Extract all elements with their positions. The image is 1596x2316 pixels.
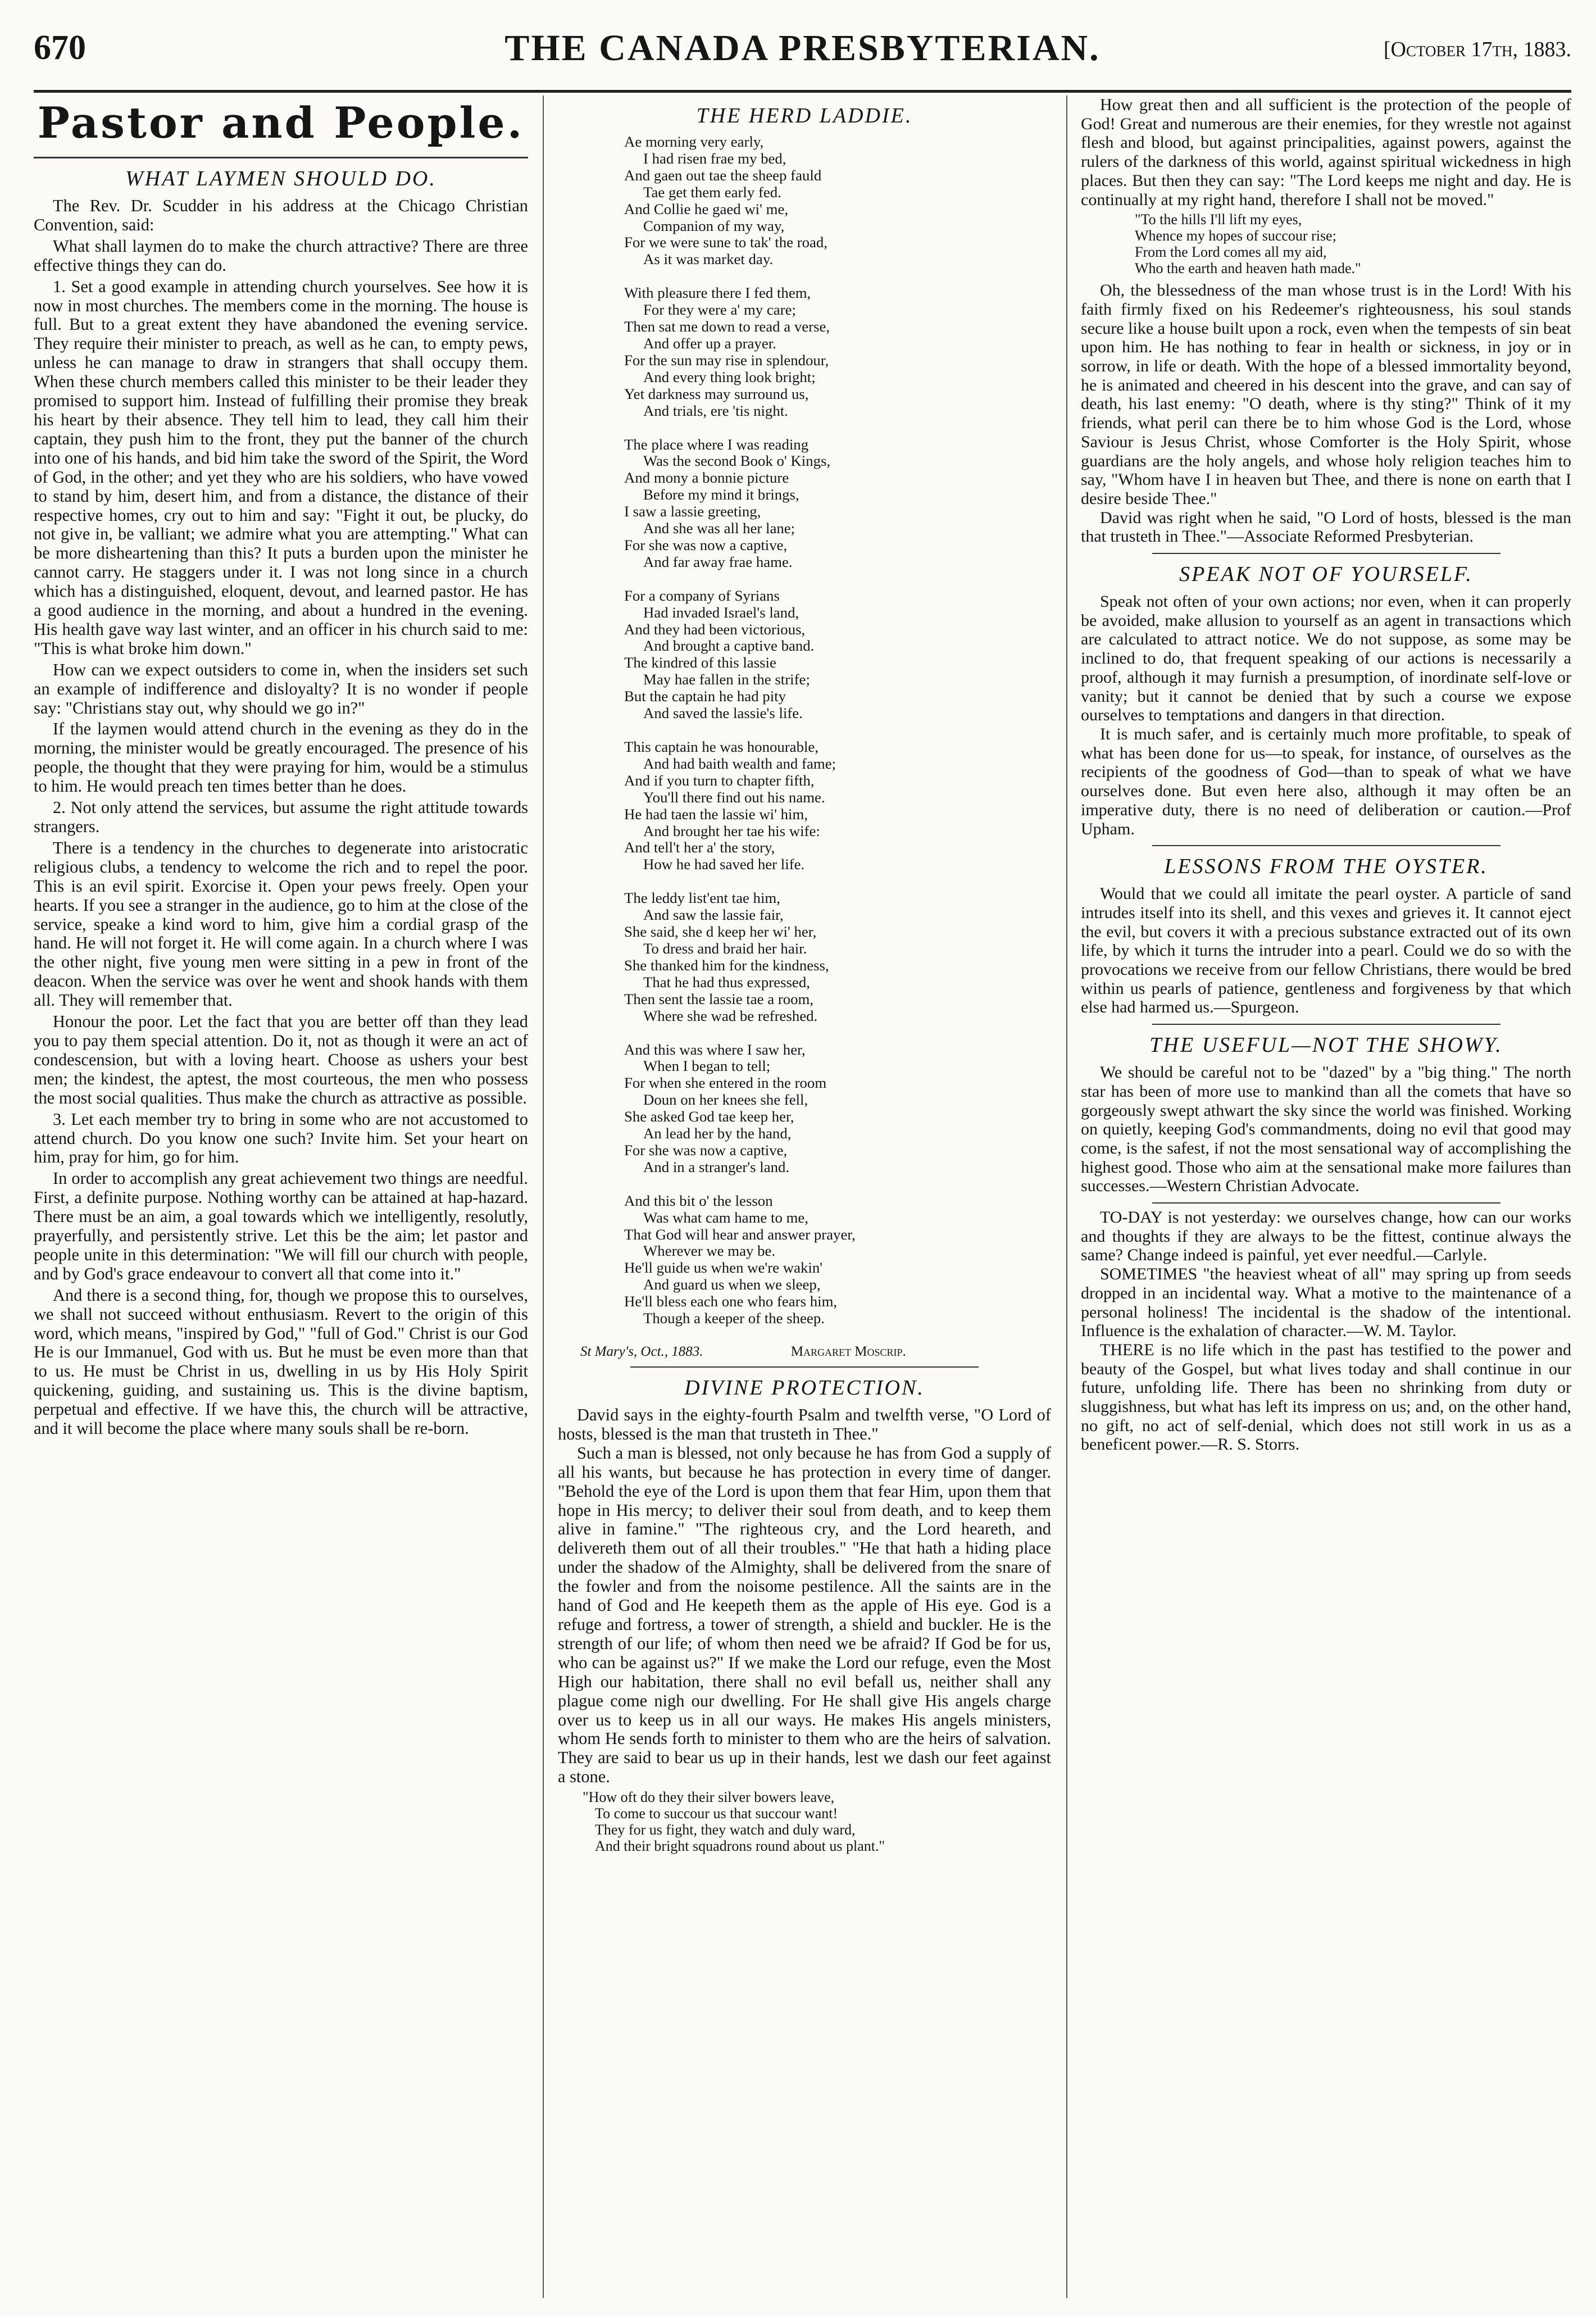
poem-line: And Collie he gaed wi' me, [624, 200, 789, 217]
divider [1152, 1202, 1500, 1204]
poem-line: Where she wad be refreshed. [643, 1007, 818, 1024]
paragraph: SOMETIMES "the heaviest wheat of all" may spring up from seeds dropped in an incidental way. What a motive to the maintenance of a personal holiness! The incidental is the shadow of the intentional. Influence is the exhalation of character.—W. M. Taylor. [1081, 1265, 1571, 1341]
poem-line: Wherever we may be. [643, 1242, 776, 1260]
poem-line: And far away frae hame. [643, 553, 793, 570]
article-body-miscellany [1081, 1208, 1571, 1454]
poem-line: That he had thus expressed, [643, 973, 810, 991]
poem-line: And this was where I saw her, [624, 1041, 806, 1058]
paragraph: Such a man is blessed, not only because he has from God a supply of all his wants, but because he has protection in every time of danger. "Behold the eye of the Lord is upon them that fear Him, upon them that hope in His mercy; to deliver their soul from death, and to keep them alive in famine." "The righteous cry, and the Lord heareth, and delivereth them out of all their troubles." "He that hath a hiding place under the shadow of the Almighty, shall be delivered from the snare of the fowler and from the noisome pestilence. All the saints are in the hand of God and He keepeth them as the apple of His eye. God is a refuge and fortress, a tower of strength, a shield and buckler. He is the strength of our life; of whom then need we be afraid? If God be for us, who can be against us?" If we make the Lord our refuge, even the Most High our habitation, there shall no evil befall us, neither shall any plague come nigh our dwelling. For He shall give His angels charge over us to keep us in all our ways. He makes His angels ministers, whom He sends forth to minister to them who are the heirs of salvation. They are said to bear us up in their hands, lest we dash our feet against a stone. [558, 1443, 1051, 1787]
paragraph: If the laymen would attend church in the evening as they do in the morning, the minister would be greatly encouraged. The presence of his people, the thought that they were praying for him, would be a stimulus to him. He would preach ten times better than he does. [34, 719, 528, 796]
poem-stanza [624, 739, 1051, 873]
poem-line: And every thing look bright; [643, 368, 816, 385]
article-body-oyster [1081, 884, 1571, 1017]
paragraph: Honour the poor. Let the fact that you are better off than they lead you to pay them special attention. Do it, not as though it were an act of condescension, but with a loving heart. Choose as ushers your best men; the kindest, the aptest, the most courteous, the men who possess the most social qualities. Thus make the church as attractive as possible. [34, 1012, 528, 1107]
paragraph: TO-DAY is not yesterday: we ourselves change, how can our works and thoughts if they are always to be the fittest, continue always the same? Change indeed is painful, yet ever needful.—Carlyle. [1081, 1208, 1571, 1265]
verse-line: To come to succour us that succour want! [595, 1805, 838, 1822]
poem-line: Tae get them early fed. [643, 183, 781, 201]
poem-line: She thanked him for the kindness, [624, 956, 829, 974]
verse-line: And their bright squadrons round about us plant." [595, 1838, 885, 1855]
quoted-verse [558, 1789, 1051, 1854]
verse-line: "How oft do they their silver bowers leave, [583, 1789, 835, 1806]
poem-stanza [624, 890, 1051, 1024]
poem-line: She said, she d keep her wi' her, [624, 923, 817, 941]
poem-author: Margaret Moscrip. [790, 1344, 906, 1359]
verse-line: Whence my hopes of succour rise; [1135, 228, 1336, 244]
poem-line: And mony a bonnie picture [624, 469, 789, 487]
page-number: 670 [34, 29, 86, 67]
poem-line: The place where I was reading [624, 435, 809, 453]
poem-line: An lead her by the hand, [643, 1125, 792, 1142]
paragraph: The Rev. Dr. Scudder in his address at the Chicago Christian Convention, said: [34, 196, 528, 234]
divider [630, 1366, 979, 1368]
poem-line: May hae fallen in the strife; [643, 671, 810, 688]
divider [1152, 553, 1500, 554]
paragraph: We should be careful not to be "dazed" by a "big thing." The north star has been of more use to mankind than all the comets that have so gorgeously swept athwart the sky since the world was finished. Working on quietly, keeping God's commandments, doing no evil that good may come, is the safest, if not the most sensational way of accomplishing the highest good. Those who aim at the sensational make more failures than successes.—Western Christian Advocate. [1081, 1063, 1571, 1196]
poem-line: And saved the lassie's life. [643, 705, 803, 722]
poem-stanza [624, 134, 1051, 268]
poem-line: Companion of my way, [643, 217, 785, 234]
columns [34, 96, 1571, 2298]
poem-line: Yet darkness may surround us, [624, 385, 809, 402]
paragraph: THERE is no life which in the past has testified to the power and beauty of the Gospel, but what lives today and shall continue in our future, unfolding life. There has been no shrinking from duty or sluggishness, but what has left its impress on us; and, on the other hand, no gift, no act of self-denial, which does not still work in us as a beneficent power.—R. S. Storrs. [1081, 1340, 1571, 1454]
verse-line: They for us fight, they watch and duly ward, [595, 1822, 856, 1838]
column-1 [34, 96, 528, 2298]
paragraph: What shall laymen do to make the church attractive? There are three effective things they can do. [34, 236, 528, 275]
poem-line: And they had been victorious, [624, 620, 806, 638]
poem-line: This captain he was honourable, [624, 738, 819, 755]
poem-line: I had risen frae my bed, [643, 149, 786, 167]
paragraph: In order to accomplish any great achievement two things are needful. First, a definite purpose. Nothing worthy can be attained at hap-hazard. There must be an aim, a goal towards which we intelligently, resolutly, prayerfully, and persistently strive. Let this be the aim; let pastor and people unite in this determination: "We will fill our church with people, and by God's grace endeavour to convert all that come into it." [34, 1169, 528, 1283]
poem-line: For she was now a captive, [624, 1141, 788, 1159]
masthead: THE CANADA PRESBYTERIAN. [504, 28, 1101, 69]
poem-line: Was what cam hame to me, [643, 1209, 808, 1226]
poem-line: But the captain he had pity [624, 688, 786, 705]
poem-line: For she was now a captive, [624, 536, 788, 553]
paragraph: 1. Set a good example in attending church yourselves. See how it is now in most churches. The members come in the morning. The house is full. But to a great extent they have abandoned the evening service. They require their minister to preach, as well as he can, to empty pews, unless he can manage to draw in strangers that shall occupy them. When these church members called this minister to be their leader they promised to support him. Instead of fulfilling their promise they break his heart by their absence. They tell him to lead, they call him their captain, they push him to the front, they put the banner of the church into one of his hands, and bid him take the sword of the Spirit, the Word of God, in the other; and yet they who are his soldiers, who have vowed to stand by him, desert him, and from a distance, the distance of their respective homes, cry out to him and say: "Fight it out, be plucky, do not give in, be valliant; we admire what you are attempting." What can be more disheartening than this? It puts a burden upon the minister he cannot carry. He staggers under it. I was not long since in a church which has a distinguished, eloquent, devout, and learned pastor. He has a good audience in the morning, and about a hundred in the evening. His health gave way last winter, and an officer in his church said to me: "This is what broke him down." [34, 276, 528, 658]
poem-line: The leddy list'ent tae him, [624, 889, 780, 907]
poem-stanza [624, 285, 1051, 419]
poem-line: He had taen the lassie wi' him, [624, 805, 808, 823]
paragraph: Oh, the blessedness of the man whose trust is in the Lord! With his faith firmly fixed on his Redeemer's righteousness, his soul stands secure like a house built upon a rock, even when the tempests of sin beat upon him. He has nothing to fear in health or sickness, in joy or in sorrow, in life or death. With the hope of a blessed immortality beyond, he is animated and cheered in his descent into the grave, and can say of death, his last enemy: "O death, where is thy sting?" Think of it my friends, what peril can there be to him whose God is the Lord, whose Saviour is Jesus Christ, whose Comforter is the Holy Spirit, whose guardians are the holy angels, and whose holy religion teaches him to say, "Whom have I in heaven but Thee, and there is none on earth that I desire beside Thee." [1081, 281, 1571, 508]
poem-line: That God will hear and answer prayer, [624, 1225, 856, 1243]
poem-herd-laddie [558, 134, 1051, 1327]
poem-line: And brought a captive band. [643, 637, 815, 655]
paragraph: David says in the eighty-fourth Psalm and twelfth verse, "O Lord of hosts, blessed is the man that trusteth in Thee." [558, 1405, 1051, 1443]
poem-line: For the sun may rise in splendour, [624, 351, 829, 369]
article-title-protection: DIVINE PROTECTION. [684, 1376, 925, 1400]
column-3 [1081, 96, 1571, 2298]
article-body-useful [1081, 1063, 1571, 1196]
poem-line: To dress and braid her hair. [643, 939, 807, 957]
poem-line: Was the second Book o' Kings, [643, 452, 831, 470]
paragraph: David was right when he said, "O Lord of hosts, blessed is the man that trusteth in Thee."—Associate Reformed Presbyterian. [1081, 508, 1571, 546]
article-body-protection-conclusion [1081, 281, 1571, 546]
paragraph: Speak not often of your own actions; nor even, when it can properly be avoided, make allusion to yourself as an agent in transactions which are calculated to attract notice. We do not suppose, as some may be inclined to do, that frequent speaking of our actions is necessarily a proof, although it may furnish a presumption, of inordinate self-love or vanity; but it cannot be denied that by such a course we expose ourselves to temptations and dangers in that direction. [1081, 592, 1571, 725]
paragraph: How great then and all sufficient is the protection of the people of God! Great and numerous are their enemies, for they wrestle not against flesh and blood, but against principalities, against powers, against the rulers of the darkness of this world, against spiritual wickedness in high places. But then they can say: "The Lord keeps me night and day. He is continually at my right hand, therefore I shall not be moved." [1081, 96, 1571, 209]
poem-line: The kindred of this lassie [624, 654, 776, 671]
poem-line: Had invaded Israel's land, [643, 603, 799, 621]
article-body-speak [1081, 592, 1571, 838]
article-body-laymen [34, 197, 528, 1438]
poem-stanza [624, 437, 1051, 571]
poem-line: For they were a' my care; [643, 301, 796, 319]
poem-line: And saw the lassie fair, [643, 906, 784, 924]
poem-line: And offer up a prayer. [643, 334, 776, 352]
verse-line: "To the hills I'll lift my eyes, [1135, 211, 1302, 228]
poem-line: I saw a lassie greeting, [624, 503, 761, 520]
poem-line: And this bit o' the lesson [624, 1192, 773, 1209]
poem-line: Though a keeper of the sheep. [643, 1310, 825, 1327]
poem-line: For a company of Syrians [624, 587, 780, 604]
poem-line: Then sent the lassie tae a room, [624, 990, 814, 1007]
verse-line: From the Lord comes all my aid, [1135, 244, 1327, 261]
poem-stanza [624, 1042, 1051, 1176]
poem-line: And guard us when we sleep, [643, 1276, 821, 1293]
section-title: Pastor and People. [34, 96, 528, 158]
poem-line: And gaen out tae the sheep fauld [624, 166, 822, 184]
poem-line: Then sat me down to read a verse, [624, 318, 830, 335]
poem-place-date: St Mary's, Oct., 1883. [580, 1344, 703, 1359]
poem-signature [558, 1344, 1051, 1360]
poem-line: And if you turn to chapter fifth, [624, 771, 815, 789]
poem-line: With pleasure there I fed them, [624, 284, 811, 302]
poem-line: And tell't her a' the story, [624, 839, 775, 856]
poem-line: He'll guide us when we're wakin' [624, 1259, 823, 1277]
poem-line: For we were sune to tak' the road, [624, 234, 828, 251]
poem-line: And trials, ere 'tis night. [643, 402, 788, 419]
poem-line: He'll bless each one who fears him, [624, 1293, 838, 1310]
poem-line: Doun on her knees she fell, [643, 1091, 808, 1109]
dateline: [October 17th, 1883. [1383, 38, 1571, 61]
column-2 [558, 96, 1051, 2298]
paragraph: 3. Let each member try to bring in some who are not accustomed to attend church. Do you know one such? Invite him. Set your heart on him, pray for him, go for him. [34, 1109, 528, 1167]
paragraph: There is a tendency in the churches to degenerate into aristocratic religious clubs, a tendency to welcome the rich and to repel the poor. This is an evil spirit. Exorcise it. Open your pews freely. Open your hearts. If you see a stranger in the audience, go to him at the close of the service, speake a kind word to him, give him a cordial grasp of the hand. He will not forget it. He will come again. In a church where I was the other night, five young men were sitting in a pew in front of the deacon. When the service was over he went and shook hands with them all. They will remember that. [34, 838, 528, 1010]
poem-line: She asked God tae keep her, [624, 1108, 794, 1125]
quoted-verse-hills [1081, 211, 1571, 276]
paragraph: How can we expect outsiders to come in, when the insiders set such an example of indifference and disloyalty? It is no wonder if people say: "Christians stay out, why should we go in?" [34, 660, 528, 717]
poem-line: You'll there find out his name. [643, 788, 825, 806]
article-title-oyster: LESSONS FROM THE OYSTER. [1164, 855, 1488, 879]
poem-line: And she was all her lane; [643, 520, 795, 537]
poem-line: And in a stranger's land. [643, 1158, 790, 1175]
paragraph: 2. Not only attend the services, but assume the right attitude towards strangers. [34, 798, 528, 836]
article-body-protection [558, 1406, 1051, 1787]
paragraph: And there is a second thing, for, though we propose this to ourselves, we shall not succeed without enthusiasm. Revert to the origin of this word, which means, "inspired by God," "full of God." Christ is our God He is our Immanuel, God with us. But he must be even more than that to us. He must be Christ in us, dwelling in us by His Holy Spirit quickening, guiding, and sustaining us. This is the divine baptism, perpetual and effective. If we have this, the church will be attractive, and it will become the place where many souls shall be re-born. [34, 1285, 528, 1438]
verse-line: Who the earth and heaven hath made." [1135, 260, 1361, 277]
divider [1152, 845, 1500, 846]
poem-line: And had baith wealth and fame; [643, 755, 836, 772]
paragraph: Would that we could all imitate the pearl oyster. A particle of sand intrudes itself into its shell, and this vexes and grieves it. It cannot eject the evil, but covers it with a precious substance extracted out of its own life, by which it turns the intruder into a pearl. Could we do so with the provocations we receive from our fellow Christians, there would be bred within us pearls of patience, gentleness and forgiveness by that which else had harmed us.—Spurgeon. [1081, 884, 1571, 1017]
poem-line: How he had saved her life. [643, 856, 805, 873]
poem-line: Ae morning very early, [624, 133, 764, 150]
poem-line: Before my mind it brings, [643, 486, 799, 503]
poem-stanza [624, 588, 1051, 722]
article-title-speak: SPEAK NOT OF YOURSELF. [1179, 562, 1473, 587]
poem-line: When I began to tell; [643, 1057, 771, 1075]
column-rule [543, 96, 544, 2298]
column-rule [1066, 96, 1067, 2298]
poem-line: As it was market day. [643, 251, 774, 268]
divider [1152, 1024, 1500, 1025]
poem-line: For when she entered in the room [624, 1074, 827, 1092]
page-header [34, 22, 1571, 93]
article-body-protection-continued [1081, 96, 1571, 209]
article-title-laymen: WHAT LAYMEN SHOULD DO. [125, 167, 436, 190]
poem-line: And brought her tae his wife: [643, 822, 820, 839]
article-title-herd: THE HERD LADDIE. [696, 104, 913, 128]
poem-stanza [624, 1193, 1051, 1327]
paragraph: It is much safer, and is certainly much more profitable, to speak of what has been done for us—to speak, for instance, of ourselves as the recipients of the goodness of God—than to speak of what we have ourselves done. But even here also, although it may often be an imperative duty, there is no need of deliberation or caution.—Prof Upham. [1081, 724, 1571, 838]
article-title-useful: THE USEFUL—NOT THE SHOWY. [1149, 1033, 1503, 1057]
